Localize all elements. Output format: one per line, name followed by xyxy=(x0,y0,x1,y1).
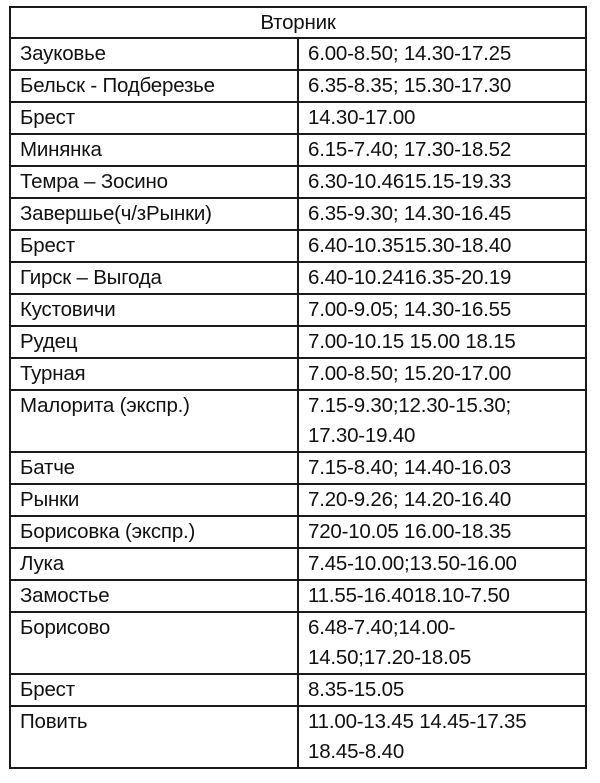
time-cell: 720-10.05 16.00-18.35 xyxy=(298,516,586,548)
time-line: 14.50;17.20-18.05 xyxy=(308,646,472,669)
time-cell xyxy=(298,390,586,452)
time-cell: 14.30-17.00 xyxy=(298,102,586,134)
table-row xyxy=(10,198,586,230)
table-row xyxy=(10,706,586,768)
destination-cell: Турная xyxy=(10,358,298,390)
time-cell xyxy=(298,706,586,768)
table-row xyxy=(10,262,586,294)
destination-cell: Бельск - Подберезье xyxy=(10,70,298,102)
table-row xyxy=(10,166,586,198)
time-cell: 6.40-10.2416.35-20.19 xyxy=(298,262,586,294)
time-cell: 7.00-8.50; 15.20-17.00 xyxy=(298,358,586,390)
table-row xyxy=(10,612,586,674)
time-cell: 7.00-9.05; 14.30-16.55 xyxy=(298,294,586,326)
table-row xyxy=(10,102,586,134)
time-cell: 7.00-10.15 15.00 18.15 xyxy=(298,326,586,358)
destination-cell: Замостье xyxy=(10,580,298,612)
table-row xyxy=(10,548,586,580)
table-row xyxy=(10,674,586,706)
destination-cell: Темра – Зосино xyxy=(10,166,298,198)
destination-cell: Борисово xyxy=(10,612,298,674)
destination-cell: Брест xyxy=(10,230,298,262)
time-line: 11.00-13.45 14.45-17.35 xyxy=(308,710,527,733)
day-header: Вторник xyxy=(10,7,586,38)
time-line: 17.30-19.40 xyxy=(308,424,416,447)
time-cell: 6.35-8.35; 15.30-17.30 xyxy=(298,70,586,102)
destination-cell: Брест xyxy=(10,102,298,134)
time-cell: 8.35-15.05 xyxy=(298,674,586,706)
table-row xyxy=(10,580,586,612)
destination-cell: Рудец xyxy=(10,326,298,358)
time-cell: 6.00-8.50; 14.30-17.25 xyxy=(298,38,586,70)
schedule-table xyxy=(9,6,587,769)
table-row xyxy=(10,134,586,166)
table-row xyxy=(10,70,586,102)
destination-cell: Гирск – Выгода xyxy=(10,262,298,294)
time-cell xyxy=(298,612,586,674)
time-cell: 6.40-10.3515.30-18.40 xyxy=(298,230,586,262)
time-cell: 6.35-9.30; 14.30-16.45 xyxy=(298,198,586,230)
destination-cell: Лука xyxy=(10,548,298,580)
time-cell: 11.55-16.4018.10-7.50 xyxy=(298,580,586,612)
destination-cell: Зауковье xyxy=(10,38,298,70)
time-cell: 7.45-10.00;13.50-16.00 xyxy=(298,548,586,580)
destination-cell: Борисовка (экспр.) xyxy=(10,516,298,548)
time-line: 6.48-7.40;14.00- xyxy=(308,616,456,639)
destination-cell: Брест xyxy=(10,674,298,706)
time-line: 18.45-8.40 xyxy=(308,740,405,763)
table-row xyxy=(10,38,586,70)
time-cell: 6.30-10.4615.15-19.33 xyxy=(298,166,586,198)
destination-cell: Повить xyxy=(10,706,298,768)
time-cell: 7.20-9.26; 14.20-16.40 xyxy=(298,484,586,516)
destination-cell: Рынки xyxy=(10,484,298,516)
time-cell: 7.15-8.40; 14.40-16.03 xyxy=(298,452,586,484)
table-row xyxy=(10,326,586,358)
time-cell: 6.15-7.40; 17.30-18.52 xyxy=(298,134,586,166)
table-row xyxy=(10,390,586,452)
destination-cell: Кустовичи xyxy=(10,294,298,326)
time-line: 7.15-9.30;12.30-15.30; xyxy=(308,394,512,417)
table-row xyxy=(10,358,586,390)
destination-cell: Малорита (экспр.) xyxy=(10,390,298,452)
destination-cell: Завершье(ч/зРынки) xyxy=(10,198,298,230)
table-row xyxy=(10,452,586,484)
schedule-body xyxy=(10,38,586,768)
table-row xyxy=(10,230,586,262)
table-row xyxy=(10,294,586,326)
destination-cell: Батче xyxy=(10,452,298,484)
destination-cell: Минянка xyxy=(10,134,298,166)
table-row xyxy=(10,484,586,516)
table-row xyxy=(10,516,586,548)
